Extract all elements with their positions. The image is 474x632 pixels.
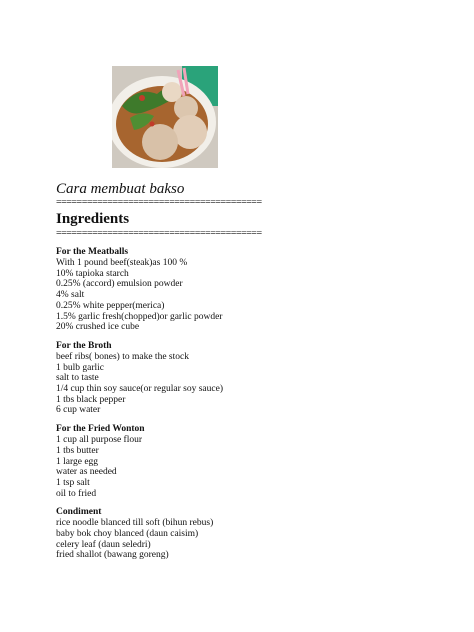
section-heading: For the Broth (56, 340, 112, 351)
ingredient-item: 20% crushed ice cube (56, 322, 140, 333)
ingredient-item: 1 large egg (56, 456, 99, 467)
recipe-content (56, 180, 436, 561)
ingredient-item: 1 cup all purpose flour (56, 435, 143, 446)
divider: ======================================== (56, 198, 262, 208)
ingredient-item: rice noodle blanced till soft (bihun rebus) (56, 518, 214, 529)
ingredient-item: 0.25% white pepper(merica) (56, 300, 165, 311)
ingredient-item: 1 tbs black pepper (56, 394, 126, 405)
ingredient-item: 10% tapioka starch (56, 268, 129, 279)
section-condiment (56, 507, 436, 561)
ingredient-item: baby bok choy blanced (daun caisim) (56, 529, 199, 540)
ingredient-item: celery leaf (daun seledri) (56, 539, 151, 550)
ingredient-item: fried shallot (bawang goreng) (56, 550, 169, 561)
ingredient-item: oil to fried (56, 488, 97, 499)
section-heading: For the Fried Wonton (56, 424, 145, 435)
bakso-photo (112, 66, 218, 168)
ingredients-heading: Ingredients (56, 211, 130, 227)
ingredient-item: 4% salt (56, 290, 85, 301)
ingredient-item: 1.5% garlic fresh(chopped)or garlic powder (56, 311, 223, 322)
ingredient-item: 1 bulb garlic (56, 362, 105, 373)
section-fried-wonton (56, 424, 436, 499)
ingredient-item: salt to taste (56, 373, 99, 384)
section-heading: Condiment (56, 507, 102, 518)
ingredient-item: beef ribs( bones) to make the stock (56, 351, 189, 362)
ingredient-item: water as needed (56, 467, 117, 478)
bakso-illustration (112, 66, 218, 168)
ingredient-item: 1 tbs butter (56, 445, 99, 456)
ingredient-item: With 1 pound beef(steak)as 100 % (56, 258, 188, 268)
ingredient-item: 0.25% (accord) emulsion powder (56, 279, 183, 290)
divider: ======================================== (56, 229, 262, 239)
ingredient-item: 1 tsp salt (56, 477, 90, 488)
section-heading: For the Meatballs (56, 247, 129, 257)
ingredient-item: 6 cup water (56, 405, 101, 416)
section-meatballs (56, 247, 436, 333)
ingredient-item: 1/4 cup thin soy sauce(or regular soy sauce) (56, 384, 223, 395)
recipe-title: Cara membuat bakso (56, 181, 185, 197)
section-broth (56, 341, 436, 416)
